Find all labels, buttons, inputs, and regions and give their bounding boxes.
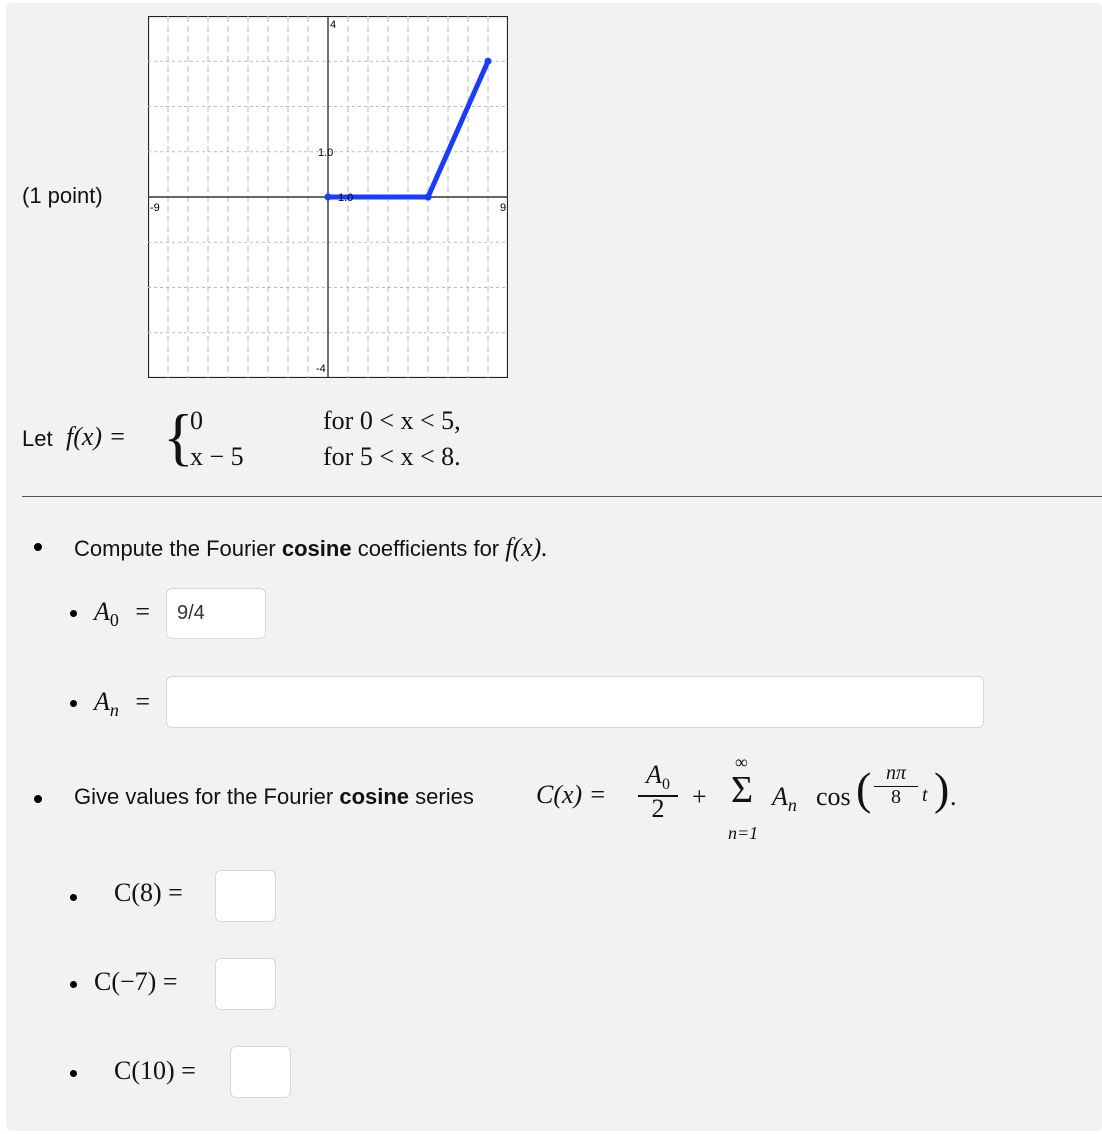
case-1-condition: for 0 < x < 5, <box>323 406 461 435</box>
bullet <box>70 610 77 617</box>
part1-instruction <box>74 533 548 563</box>
y-min-tick-label: -4 <box>316 363 326 375</box>
sum-bottom: n=1 <box>728 823 759 843</box>
sum-symbol: Σ <box>731 769 754 811</box>
function-graph <box>148 16 508 378</box>
a0-equals: = <box>135 597 151 626</box>
x-unit-tick-label: 1.0 <box>338 192 354 204</box>
c8-input[interactable] <box>215 870 276 922</box>
frac-num-sub: 0 <box>661 776 670 794</box>
bullet <box>70 981 77 988</box>
an-label-sub: n <box>109 700 119 721</box>
series-point <box>325 194 332 201</box>
formula-term <box>772 782 797 816</box>
case-2-expr: x − 5 <box>190 442 244 471</box>
bullet <box>70 894 77 901</box>
term-sub: n <box>787 795 797 816</box>
an-label <box>94 687 150 721</box>
a0-label-sub: 0 <box>109 610 119 631</box>
a0-input[interactable] <box>166 588 266 639</box>
part2-text-suffix: series <box>409 784 474 809</box>
formula-plus: + <box>692 782 707 811</box>
an-input[interactable] <box>166 676 984 728</box>
frac-num: A <box>646 760 662 789</box>
x-max-tick-label: 9 <box>500 202 507 214</box>
c10-label: C(10) = <box>114 1056 196 1085</box>
y-unit-tick-label: 1.0 <box>318 146 334 159</box>
sum-top: ∞ <box>735 752 748 772</box>
an-equals: = <box>135 687 151 716</box>
bullet <box>34 795 42 803</box>
arg-var: t <box>922 784 928 806</box>
case-1-expr: 0 <box>190 406 203 435</box>
a0-label <box>94 597 150 631</box>
part1-bold: cosine <box>281 536 352 561</box>
case-2-condition: for 5 < x < 8. <box>323 442 461 471</box>
c8-label: C(8) = <box>114 878 183 907</box>
term-main: A <box>772 782 788 811</box>
bullet <box>34 543 42 551</box>
c10-input[interactable] <box>230 1046 291 1098</box>
series-point <box>425 194 432 201</box>
y-max-tick-label: 4 <box>330 19 337 31</box>
x-min-tick-label: -9 <box>150 202 160 214</box>
a0-label-main: A <box>94 597 110 626</box>
c-neg7-label: C(−7) = <box>94 967 178 996</box>
part1-text-suffix: coefficients for <box>351 536 506 561</box>
formula-paren-right: ) <box>934 763 950 814</box>
formula-fraction <box>638 760 678 824</box>
part2-instruction <box>74 784 474 810</box>
formula-lhs: C(x) = <box>536 780 607 809</box>
series-point <box>485 58 492 65</box>
part1-func: f(x). <box>505 533 548 562</box>
formula-end: . <box>950 782 957 811</box>
part1-text: Compute the Fourier <box>74 536 282 561</box>
bullet <box>70 1070 77 1077</box>
frac-den: 2 <box>651 793 665 823</box>
part2-bold: cosine <box>339 784 410 809</box>
definition-brace: { <box>163 401 194 472</box>
definition-prefix: Let <box>22 426 53 451</box>
formula-cos: cos <box>816 782 851 811</box>
arg-den: 8 <box>891 786 901 809</box>
arg-num: nπ <box>885 762 907 784</box>
an-label-main: A <box>94 687 110 716</box>
formula-paren-left: ( <box>856 763 872 814</box>
divider <box>22 496 1102 497</box>
arg-fraction <box>874 762 918 809</box>
definition-lhs: f(x) = <box>66 422 127 451</box>
points-label: (1 point) <box>22 183 103 208</box>
part2-text: Give values for the Fourier <box>74 784 340 809</box>
bullet <box>70 700 77 707</box>
c-neg7-input[interactable] <box>215 958 276 1010</box>
